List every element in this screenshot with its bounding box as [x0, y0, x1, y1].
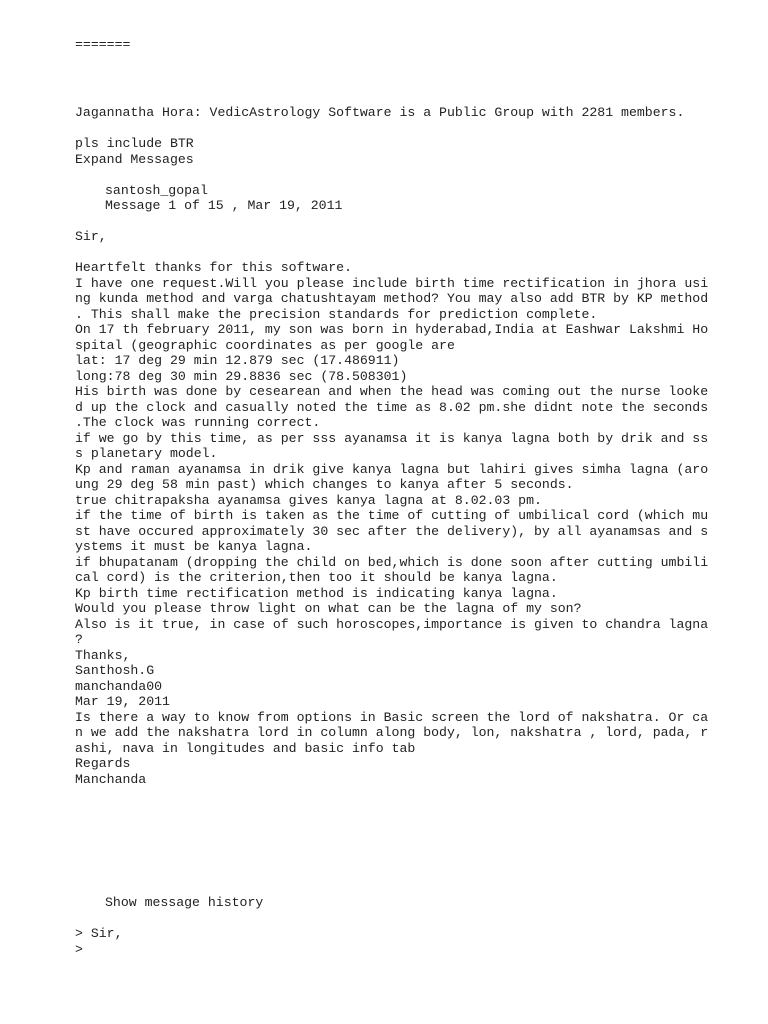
body-line: st have occured approximately 30 sec after the delivery), by all ayanamsas and s: [75, 523, 709, 539]
body-line: ystems it must be kanya lagna.: [75, 539, 313, 554]
body-line: Kp and raman ayanamsa in drik give kanya lagna but lahiri gives simha lagna (aro: [75, 461, 709, 477]
body-line: cal cord) is the criterion,then too it should be kanya lagna.: [75, 570, 558, 585]
body-line: Kp birth time rectification method is indicating kanya lagna.: [75, 585, 558, 601]
quoted-line: >: [75, 941, 83, 957]
message-author[interactable]: santosh_gopal: [105, 182, 208, 198]
show-message-history-link[interactable]: Show message history: [105, 895, 264, 910]
message-position: Message 1 of 15 , Mar 19, 2011: [105, 198, 343, 213]
body-line: if bhupatanam (dropping the child on bed,which is done soon after cutting umbili: [75, 554, 709, 570]
body-line: His birth was done by cesearean and when the head was coming out the nurse looke: [75, 384, 709, 399]
body-line: Manchanda: [75, 771, 147, 787]
body-line: Also is it true, in case of such horoscopes,importance is given to chandra lagna: [75, 616, 709, 632]
body-line: . This shall make the precision standards for prediction complete.: [75, 306, 598, 322]
message-page: [75, 37, 735, 957]
quoted-text: [75, 926, 735, 957]
expand-messages-link[interactable]: Expand Messages: [75, 151, 194, 167]
thread-title: pls include BTR: [75, 136, 194, 151]
body-line: Mar 19, 2011: [75, 694, 170, 709]
body-line: On 17 th february 2011, my son was born in hyderabad,India at Eashwar Lakshmi Ho: [75, 322, 709, 337]
salutation: Sir,: [75, 229, 107, 244]
body-line: ng kunda method and varga chatushtayam method? You may also add BTR by KP method: [75, 291, 709, 306]
body-line: true chitrapaksha ayanamsa gives kanya lagna at 8.02.03 pm.: [75, 492, 542, 508]
body-line: d up the clock and casually noted the time as 8.02 pm.she didnt note the seconds: [75, 399, 709, 415]
body-line: spital (geographic coordinates as per google are: [75, 337, 455, 353]
body-line: ashi, nava in longitudes and basic info tab: [75, 740, 416, 756]
body-line: manchanda00: [75, 678, 163, 694]
body-line: Heartfelt thanks for this software.: [75, 260, 352, 275]
body-line: Is there a way to know from options in Basic screen the lord of nakshatra. Or ca: [75, 709, 709, 725]
message-body: [75, 260, 735, 787]
quoted-line: > Sir,: [75, 926, 123, 941]
body-line: if we go by this time, as per sss ayanamsa it is kanya lagna both by drik and ss: [75, 430, 709, 446]
body-line: Santhosh.G: [75, 663, 155, 678]
body-line: Regards: [75, 756, 131, 771]
body-line: I have one request.Will you please include birth time rectification in jhora usi: [75, 275, 709, 291]
body-line: Would you please throw light on what can be the lagna of my son?: [75, 601, 582, 616]
body-line: ung 29 deg 58 min past) which changes to kanya after 5 seconds.: [75, 477, 574, 492]
body-line: s planetary model.: [75, 446, 218, 461]
separator-line: =======: [75, 37, 131, 52]
body-line: .The clock was running correct.: [75, 415, 321, 430]
body-line: n we add the nakshatra lord in column along body, lon, nakshatra , lord, pada, r: [75, 725, 709, 740]
body-line: lat: 17 deg 29 min 12.879 sec (17.486911): [75, 353, 400, 368]
body-line: Thanks,: [75, 647, 131, 663]
body-line: if the time of birth is taken as the time of cutting of umbilical cord (which mu: [75, 508, 709, 523]
group-info: Jagannatha Hora: VedicAstrology Software is a Public Group with 2281 members.: [75, 104, 685, 120]
body-line: long:78 deg 30 min 29.8836 sec (78.508301): [75, 368, 408, 384]
body-line: ?: [75, 632, 83, 647]
